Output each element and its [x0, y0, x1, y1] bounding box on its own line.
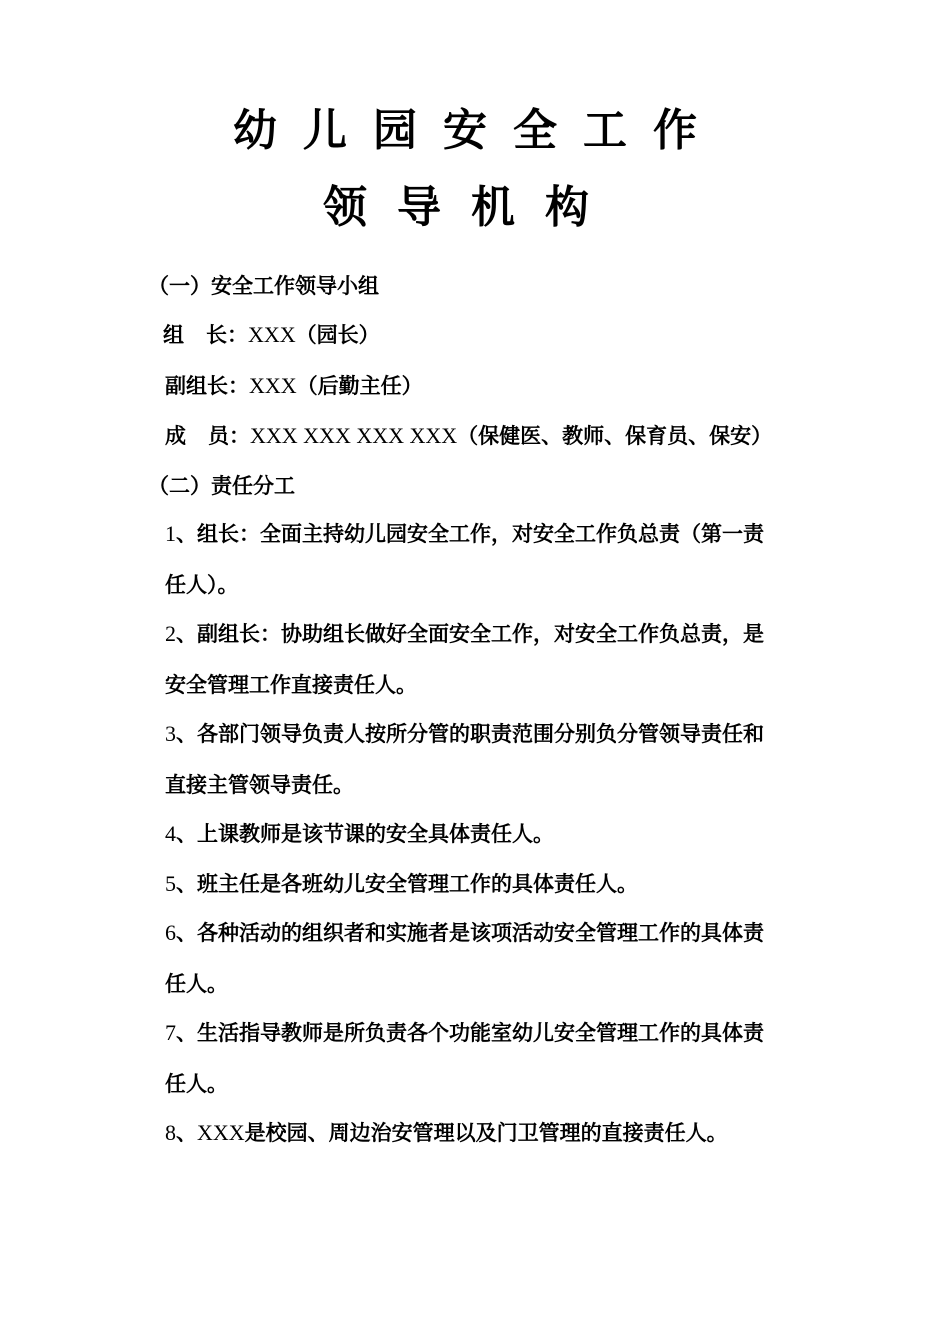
duty-item-8-name: XXX [197, 1120, 245, 1145]
section-1-heading: （一）安全工作领导小组 [148, 274, 379, 298]
duty-item-8-number: 8 [165, 1120, 176, 1145]
duty-item-6-line-1 [165, 918, 764, 948]
duty-item-6-line-2: 任人。 [165, 972, 228, 996]
deputy-label: 副组长： [165, 374, 249, 398]
duty-item-1-text: 、组长：全面主持幼儿园安全工作，对安全工作负总责（第一责 [176, 522, 764, 546]
leader-label-b: 长： [206, 323, 248, 347]
duty-item-3-line-2: 直接主管领导责任。 [165, 773, 354, 797]
duty-item-5-number: 5 [165, 871, 176, 896]
deputy-name: XXX [249, 373, 297, 398]
leader-label-a: 组 [163, 323, 184, 347]
deputy-row [165, 371, 423, 401]
duty-item-7-line-2: 任人。 [165, 1072, 228, 1096]
duty-item-1-line-1 [165, 519, 764, 549]
members-row [165, 421, 772, 451]
duty-item-3-text: 、各部门领导负责人按所分管的职责范围分别负分管领导责任和 [176, 722, 764, 746]
duty-item-7-line-1 [165, 1018, 764, 1048]
duty-item-1-number: 1 [165, 521, 176, 546]
duty-item-2-text: 、副组长：协助组长做好全面安全工作，对安全工作负总责，是 [176, 622, 764, 646]
members-roles: （保健医、教师、保育员、保安） [457, 424, 773, 448]
duty-item-3-number: 3 [165, 721, 176, 746]
duty-item-1-line-2: 任人）。 [165, 573, 239, 597]
duty-item-7-text: 、生活指导教师是所负责各个功能室幼儿安全管理工作的具体责 [176, 1021, 764, 1045]
leader-row [163, 320, 380, 350]
deputy-role: （后勤主任） [296, 374, 423, 398]
leader-role: （园长） [295, 323, 380, 347]
duty-item-8-text: 是校园、周边治安管理以及门卫管理的直接责任人。 [244, 1121, 728, 1145]
document-title-line-2: 领导机构 [323, 182, 619, 233]
duty-item-4 [165, 819, 554, 849]
duty-item-4-text: 、上课教师是该节课的安全具体责任人。 [176, 822, 554, 846]
duty-item-6-number: 6 [165, 920, 176, 945]
duty-item-3-line-1 [165, 719, 764, 749]
duty-item-5 [165, 869, 638, 899]
section-2-heading: （二）责任分工 [148, 474, 295, 498]
leader-name: XXX [248, 322, 296, 347]
duty-item-8 [165, 1118, 728, 1148]
members-names: XXX XXX XXX XXX [250, 423, 458, 448]
duty-item-2-line-2: 安全管理工作直接责任人。 [165, 673, 417, 697]
duty-item-5-text: 、班主任是各班幼儿安全管理工作的具体责任人。 [176, 872, 638, 896]
duty-item-2-line-1 [165, 619, 764, 649]
document-title-line-1: 幼儿园安全工作 [233, 105, 723, 156]
duty-item-7-number: 7 [165, 1020, 176, 1045]
members-label-b: 员： [208, 424, 250, 448]
duty-item-4-number: 4 [165, 821, 176, 846]
members-label-a: 成 [165, 424, 186, 448]
duty-item-6-text: 、各种活动的组织者和实施者是该项活动安全管理工作的具体责 [176, 921, 764, 945]
duty-item-8-separator: 、 [176, 1121, 197, 1145]
duty-item-2-number: 2 [165, 621, 176, 646]
